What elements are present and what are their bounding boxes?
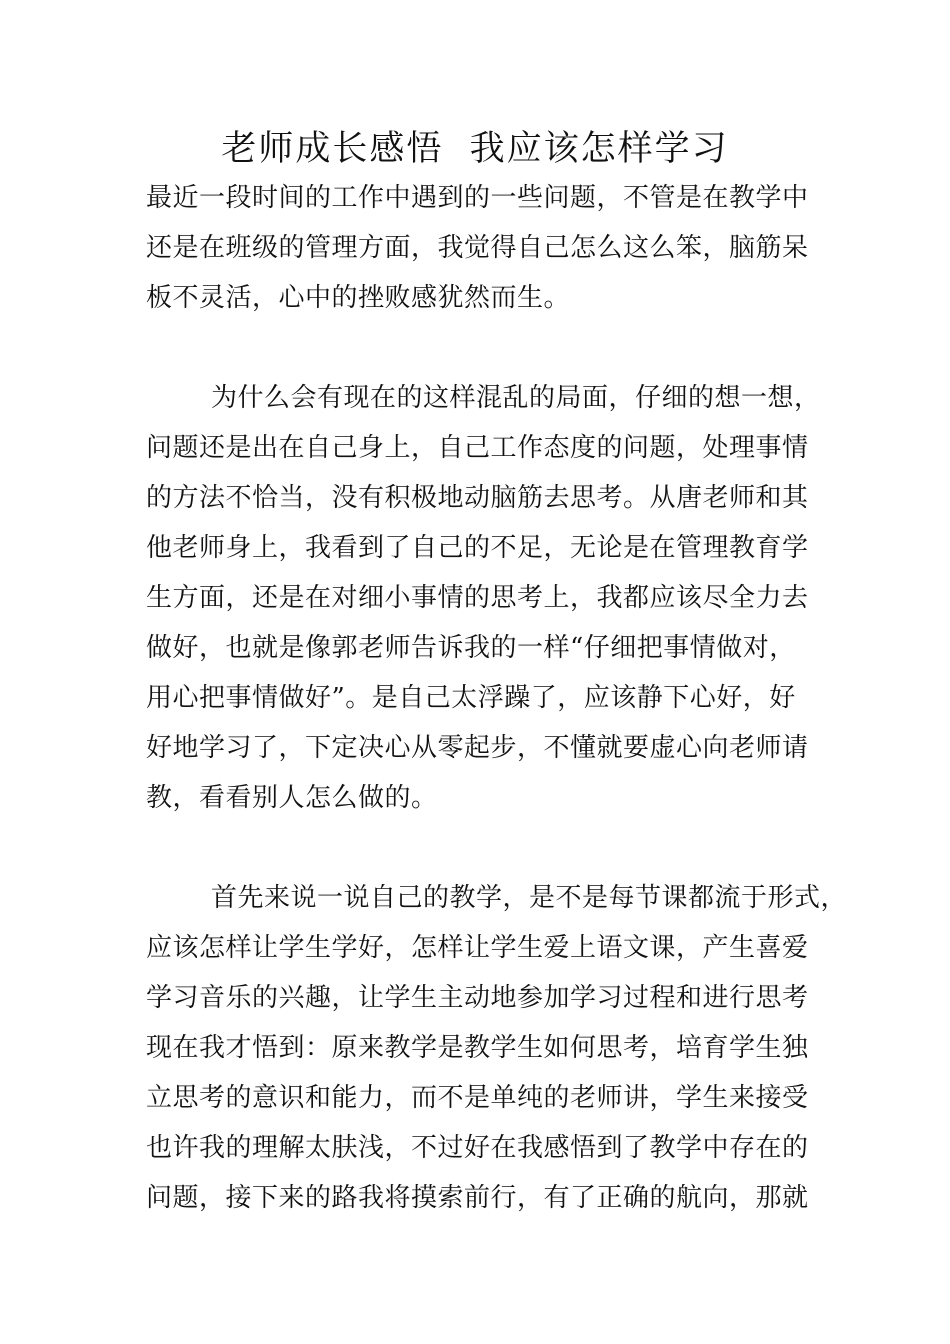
text-line: 立思考的意识和能力，而不是单纯的老师讲，学生来接受 bbox=[146, 1083, 809, 1113]
text-line: 好地学习了，下定决心从零起步，不懂就要虚心向老师请 bbox=[146, 733, 809, 763]
text-line: 问题，接下来的路我将摸索前行，有了正确的航向，那就 bbox=[146, 1183, 809, 1213]
text-line: 最近一段时间的工作中遇到的一些问题，不管是在教学中 bbox=[146, 183, 809, 213]
text-line: 为什么会有现在的这样混乱的局面，仔细的想一想， bbox=[211, 383, 821, 413]
text-line: 教，看看别人怎么做的。 bbox=[146, 783, 438, 813]
text-line: 应该怎样让学生学好，怎样让学生爱上语文课，产生喜爱 bbox=[146, 933, 809, 963]
text-line: 他老师身上，我看到了自己的不足，无论是在管理教育学 bbox=[146, 533, 809, 563]
text-line: 现在我才悟到：原来教学是教学生如何思考，培育学生独 bbox=[146, 1033, 809, 1063]
document-title: 老师成长感悟 我应该怎样学习 bbox=[221, 129, 729, 169]
text-line: 板不灵活，心中的挫败感犹然而生。 bbox=[146, 283, 571, 313]
text-line: 还是在班级的管理方面，我觉得自己怎么这么笨，脑筋呆 bbox=[146, 233, 809, 263]
text-line: 问题还是出在自己身上，自己工作态度的问题，处理事情 bbox=[146, 433, 809, 463]
text-line: 用心把事情做好”。是自己太浮躁了，应该静下心好，好 bbox=[146, 683, 796, 713]
text-line: 首先来说一说自己的教学，是不是每节课都流于形式， bbox=[211, 883, 848, 913]
text-line: 生方面，还是在对细小事情的思考上，我都应该尽全力去 bbox=[146, 583, 809, 613]
text-line: 也许我的理解太肤浅，不过好在我感悟到了教学中存在的 bbox=[146, 1133, 809, 1163]
text-line: 做好，也就是像郭老师告诉我的一样“仔细把事情做对， bbox=[146, 633, 796, 663]
text-line: 学习音乐的兴趣，让学生主动地参加学习过程和进行思考 bbox=[146, 983, 809, 1013]
text-line: 的方法不恰当，没有积极地动脑筋去思考。从唐老师和其 bbox=[146, 483, 809, 513]
